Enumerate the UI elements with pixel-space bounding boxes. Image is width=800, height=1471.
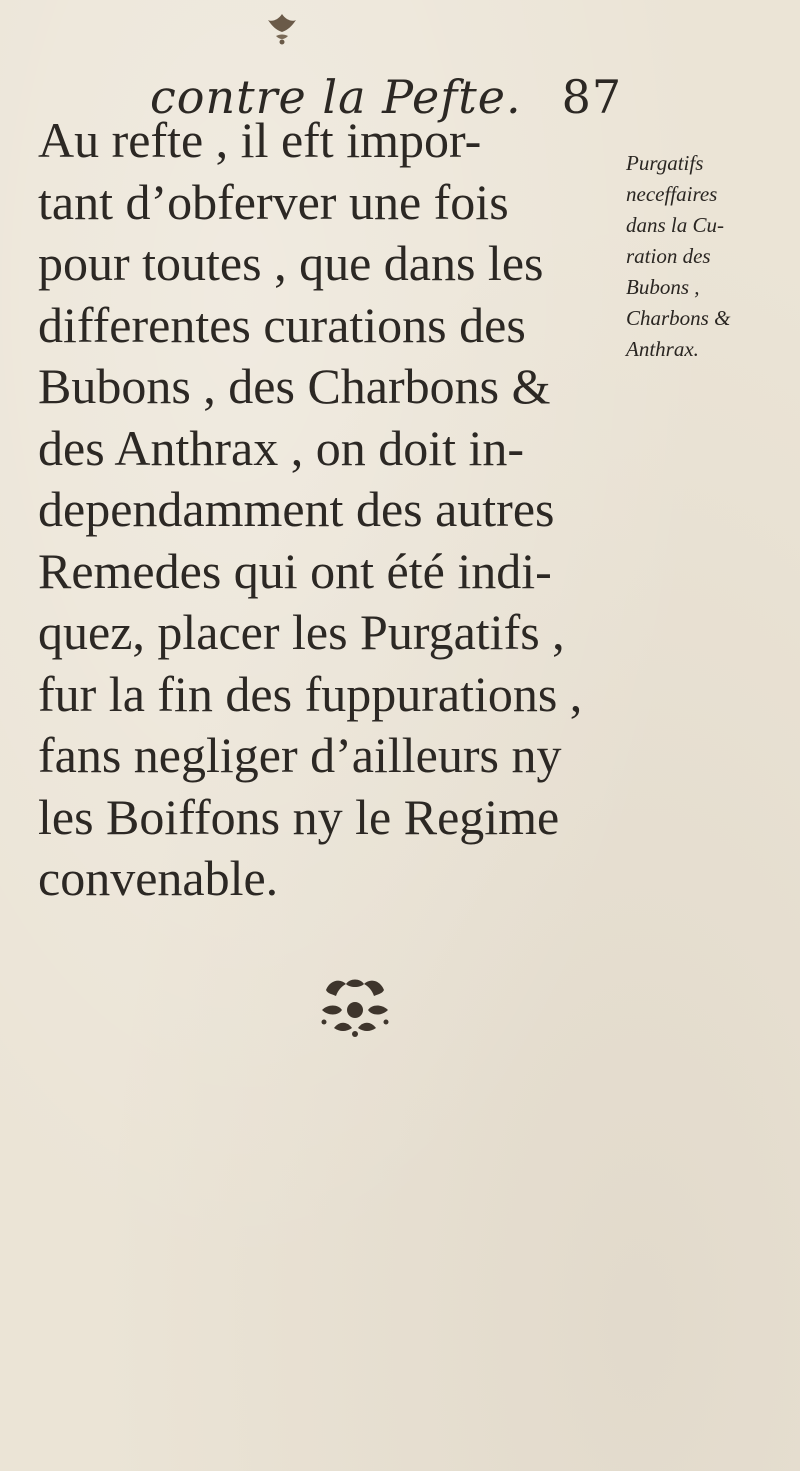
margin-note-line: Anthrax. [626,337,699,361]
margin-note-line: neceffaires [626,182,718,206]
fleuron-ornament-bottom [316,970,394,1048]
text-line: les Boiffons ny le Regime [38,788,560,845]
margin-note-line: dans la Cu- [626,213,725,237]
text-line: fur la fin des fuppurations , [38,665,583,722]
margin-note-line: Purgatifs [626,151,704,175]
text-line: Remedes qui ont été indi- [38,542,552,599]
text-line: differentes curations des [38,296,526,353]
text-line: tant d’obferver une fois [38,173,509,230]
text-line: fans negliger d’ailleurs ny [38,727,562,783]
marginal-note [626,148,796,365]
text-line: convenable. [38,850,279,906]
margin-note-line: Charbons & [626,306,731,330]
text-line: pour toutes , que dans les [38,235,544,291]
text-line: quez, placer les Purgatifs , [38,604,565,660]
text-line: des Anthrax , on doit in- [38,419,525,476]
text-line: Au refte , il eft impor- [38,112,482,168]
margin-note-line: ration des [626,244,711,268]
text-line: Bubons , des Charbons & [38,358,551,414]
body-text [38,110,618,910]
fleuron-ornament-top [262,10,302,50]
text-line: dependamment des autres [38,481,555,537]
page-number: 87 [561,70,623,124]
margin-note-line: Bubons , [626,275,700,299]
running-title: contre la Pefte. [150,70,522,124]
